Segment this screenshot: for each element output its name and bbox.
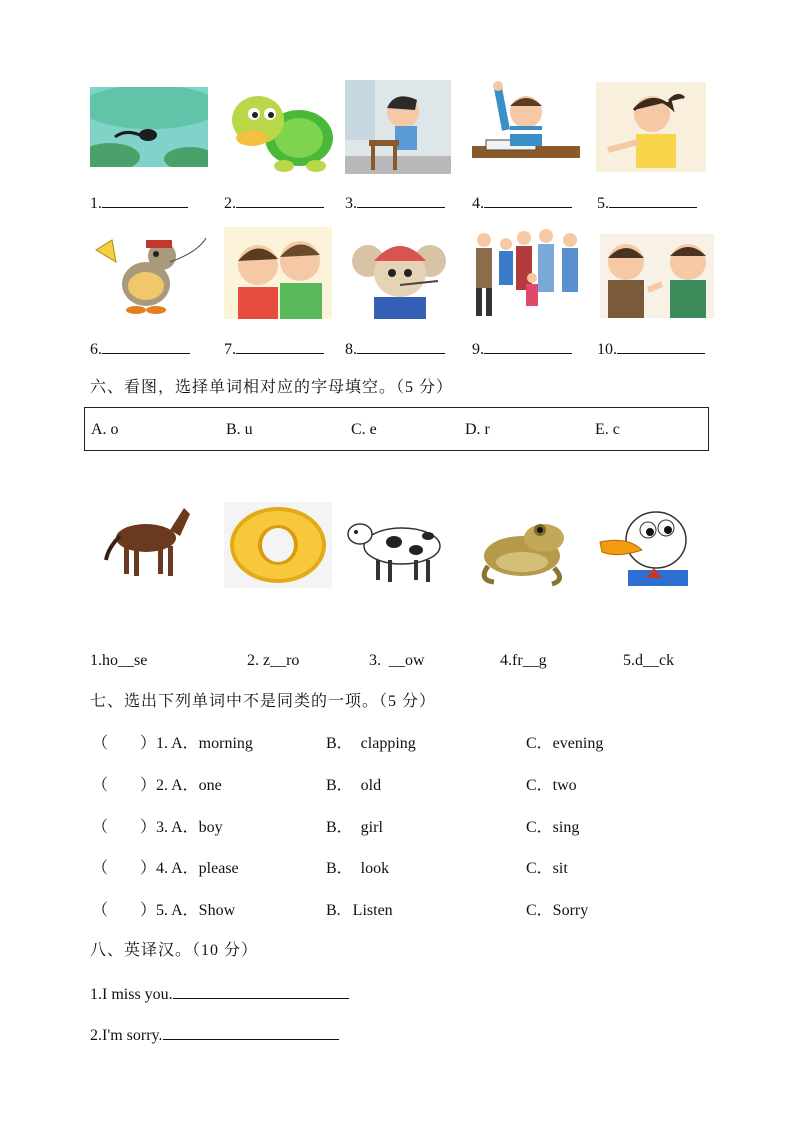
option-b-text: B． old	[326, 777, 382, 794]
pointing-girl-picture	[596, 82, 706, 172]
fill-word-5[interactable]: 5.d__ck	[623, 652, 675, 669]
answer-blank[interactable]	[357, 193, 445, 208]
option-b-text: B． girl	[326, 819, 383, 836]
option-b-text: B． clapping	[326, 735, 416, 752]
answer-blank[interactable]	[484, 193, 572, 208]
answer-parentheses[interactable]: （ ）	[92, 819, 157, 836]
section-heading: 七、选出下列单词中不是同类的一项。（5 分）	[90, 693, 437, 710]
duck-picture	[598, 506, 702, 586]
option-a-text: 5. A．Show	[156, 902, 236, 919]
family-picture	[470, 222, 590, 322]
translate-item-2: 2.I'm sorry.	[90, 1025, 339, 1046]
answer-blank[interactable]	[617, 339, 705, 354]
turtle-picture	[224, 80, 338, 175]
raising-hand-boy-picture	[470, 78, 582, 176]
two-people-talking-picture	[600, 234, 714, 318]
picture-label: 6.	[90, 339, 190, 360]
option-a-text: 3. A．boy	[156, 819, 223, 836]
option-d: D. r	[465, 421, 490, 438]
picture-label: 4.	[472, 193, 572, 214]
option-a-text: 4. A．please	[156, 860, 239, 877]
answer-blank[interactable]	[357, 339, 445, 354]
answer-blank[interactable]	[102, 193, 188, 208]
option-a-text: 2. A．one	[156, 777, 222, 794]
answer-blank[interactable]	[236, 339, 324, 354]
answer-parentheses[interactable]: （ ）	[92, 902, 157, 919]
answer-parentheses[interactable]: （ ）	[92, 735, 157, 752]
picture-label: 1.	[90, 193, 188, 214]
option-c-text: C．sit	[526, 860, 568, 877]
option-c-text: C．two	[526, 777, 577, 794]
picture-label: 9.	[472, 339, 572, 360]
tadpole-picture	[90, 87, 208, 167]
cow-picture	[344, 506, 450, 586]
fill-word-1[interactable]: 1.ho__se	[90, 652, 148, 669]
answer-blank[interactable]	[102, 339, 190, 354]
section-heading: 六、看图，选择单词相对应的字母填空。（5 分）	[90, 379, 454, 396]
option-c-text: C．sing	[526, 819, 580, 836]
section-heading: 八、英译汉。（10 分）	[90, 942, 259, 959]
two-boys-picture	[224, 227, 332, 319]
translate-item-1: 1.I miss you.	[90, 984, 349, 1005]
horse-picture	[100, 500, 194, 582]
letter-options-box	[84, 407, 709, 451]
picture-label: 5.	[597, 193, 697, 214]
fill-word-4[interactable]: 4.fr__g	[500, 652, 547, 669]
letter-o-picture	[224, 502, 332, 588]
option-c-text: C．Sorry	[526, 902, 589, 919]
mouse-in-red-hat-picture	[346, 227, 452, 319]
option-c: C. e	[351, 421, 377, 438]
fill-word-3[interactable]: 3. __ow	[369, 652, 425, 669]
answer-blank[interactable]	[609, 193, 697, 208]
answer-blank[interactable]	[173, 984, 349, 999]
option-e: E. c	[595, 421, 620, 438]
answer-blank[interactable]	[163, 1025, 339, 1040]
picture-label: 2.	[224, 193, 324, 214]
sitting-boy-picture	[345, 80, 451, 174]
picture-label: 3.	[345, 193, 445, 214]
option-c-text: C．evening	[526, 735, 604, 752]
picture-label: 10.	[597, 339, 705, 360]
picture-label: 8.	[345, 339, 445, 360]
answer-blank[interactable]	[484, 339, 572, 354]
answer-parentheses[interactable]: （ ）	[92, 777, 157, 794]
frog-picture	[474, 510, 572, 588]
answer-parentheses[interactable]: （ ）	[92, 860, 157, 877]
mouse-with-cheese-picture	[90, 232, 212, 316]
option-b-text: B． look	[326, 860, 390, 877]
option-b-text: B. Listen	[326, 902, 393, 919]
option-a-text: 1. A．morning	[156, 735, 253, 752]
option-a: A. o	[91, 421, 119, 438]
option-b: B. u	[226, 421, 253, 438]
fill-word-2[interactable]: 2. z__ro	[247, 652, 300, 669]
picture-label: 7.	[224, 339, 324, 360]
answer-blank[interactable]	[236, 193, 324, 208]
